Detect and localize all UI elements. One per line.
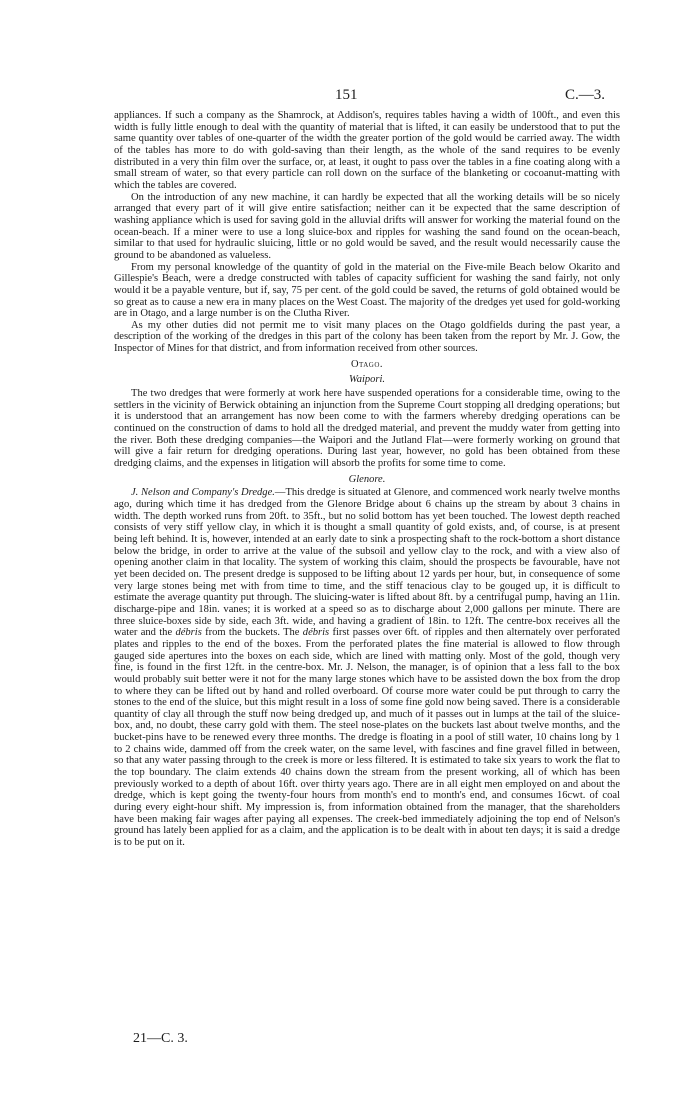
italic-term: débris — [175, 627, 202, 639]
paragraph: From my personal knowledge of the quantity of gold in the material on the Five-mile Beach below Okarito and Gillespie's Beach, were a dredge constructed with tables of capacity sufficient for washing the sand fairly, not only would it be a payable venture, but if, say, 75 per cent. of the gold could be saved, the returns of gold obtained would be so great as to cause a new era in many places on the West Coast. The majority of the dredges yet used for gold-working are in Otago, and a large number is on the Clutha River. — [114, 261, 620, 320]
section-heading-otago: Otago. — [350, 358, 384, 370]
paragraph-lead: J. Nelson and Company's Dredge. — [131, 487, 275, 499]
subheading-waipori: Waipori. — [348, 374, 386, 386]
body-text — [114, 110, 620, 849]
paragraph: appliances. If such a company as the Shamrock, at Addison's, requires tables having a width of 100ft., and even this width is fully little enough to deal with the quantity of material that is lifted, it can easily be understood that to put the same quantity over tables of one-quarter of the width the greater portion of the gold would be carried away. The width of the tables has more to do with gold-saving than their length, as the whole of the sand requires to be evenly distributed in a very thin film over the surface, or, at least, it ought to pass over the tables in a fine coating along with a small stream of water, so that every particle can roll down on the surface of the blanketing or cocoanut-matting with which the tables are covered. — [114, 110, 620, 191]
page-reference: C.—3. — [565, 87, 606, 103]
paragraph: The two dredges that were formerly at work here have suspended operations for a considerable time, owing to the settlers in the vicinity of Berwick obtaining an injunction from the Supreme Court stopping all dredging operations; but it is understood that an arrangement has now been come to with the farmers whereby dredging operations can be continued on the construction of dams to hold all the dredged material, and prevent the muddy water from getting into the river. Both these dredging companies—the Waipori and the Jutland Flat—were formerly working on ground that will give a fair return for dredging operations. During last year, however, no gold has been obtained from these dredging claims, and the expenses in litigation will absorb the profits for some time to come. — [114, 388, 620, 470]
page-header — [0, 87, 700, 107]
paragraph-nelson-dredge — [114, 487, 620, 848]
paragraph-text: —This dredge is situated at Glenore, and commenced work nearly twelve months ago, during which time it has dredged from the Glenore Bridge about 6 chains up the stream by about 3 chains in width. The depth worked runs from 20ft. to 35ft., but no solid bottom has yet been touched. The lowest depth reached consists of very stiff yellow clay, in which it is thought a small quantity of gold exists, and, of course, is at present being left behind. It is, however, intended at an early date to sink a prospecting shaft to the rock-bottom a short distance below the bridge, in order to arrive at the value of the subsoil and yellow clay to the rock, and with a view also of opening another claim in that locality. The system of working this claim, should the prospects be favourable, have not yet been decided on. The present dredge is supposed to be lifting about 12 yards per hour, but, in consequence of some very large stones being met with from time to time, and the stiff tenacious clay to be gouged up, it is difficult to estimate the average quantity put through. The sluicing-water is lifted about 8ft. by a centrifugal pump, having an 11in. discharge-pipe and 18in. vanes; it is worked at a speed so as to discharge about 2,000 gallons per minute. There are three sluice-boxes side by side, each 3ft. wide, and having a gradient of 18in. to 12ft. The centre-box receives all the water and the — [114, 487, 620, 639]
subheading-glenore: Glenore. — [348, 473, 386, 485]
italic-term: débris — [302, 627, 330, 639]
page-number: 151 — [335, 87, 358, 103]
paragraph-text: first passes over 6ft. of ripples and then alternately over perforated plates and ripples to the end of the boxes. From the perforated plates the fine material is allowed to flow through gauged side apertures into the boxes on each side, which are lined with matting only. Most of the gold, though very fine, is found in the first 12ft. in the centre-box. Mr. J. Nelson, the manager, is of opinion that a less fall to the box would probably suit better were it not for the many large stones which have to be assisted down the box from the drop to where they can be lifted out by hand and rolled overboard. Of course more water could be put through to carry the stones to the end of the sluice, but this might result in a loss of some fine gold now being saved. There is a considerable quantity of clay all through the stuff now being dredged up, and much of it passes out in lumps at the tail of the sluice-box, and, no doubt, these carry gold with them. The steel nose-plates on the buckets last about twelve months, and the bucket-pins have to be renewed every three months. The dredge is floating in a pool of still water, 10 chains long by 1 to 2 chains wide, dammed off from the creek water, on the same level, with fascines and fine gravel filled in between, so that any water passing through to the creek is more or less filtered. It is estimated to take six years to work the flat to the top boundary. The claim extends 40 chains down the stream from the present working, all of which has been previously worked to a depth of about 16ft. over thirty years ago. There are in all eight men employed on and about the dredge, which is kept going the twenty-four hours from month's end to month's end, and consumes 16cwt. of coal during every eight-hour shift. My impression is, from information obtained from the manager, that the shareholders have been making fair wages after paying all expenses. The creek-bed immediately adjoining the top end of Nelson's ground has lately been applied for as a claim, and the application is to be dealt with in about ten days; it is said a dredge is to be put on it. — [114, 627, 620, 849]
paragraph-text: from the buckets. The — [201, 627, 303, 639]
paragraph: As my other duties did not permit me to visit many places on the Otago goldfields during the past year, a description of the working of the dredges in this part of the colony has been taken from the report by Mr. J. Gow, the Inspector of Mines for that district, and from information received from other sources. — [114, 319, 620, 355]
footer-signature: 21—C. 3. — [133, 1031, 188, 1046]
paragraph: On the introduction of any new machine, it can hardly be expected that all the working details will be so nicely arranged that every part of it will give entire satisfaction; neither can it be expected that the same description of washing appliance which is used for saving gold in the alluvial drifts will answer for working the material found on the ocean-beach. If a miner were to use a long sluice-box and ripples for washing the sand found on the ocean-beach, similar to that used for hydraulic sluicing, little or no gold would be saved, and the result would necessarily cause the ground to be abandoned as valueless. — [114, 191, 620, 261]
